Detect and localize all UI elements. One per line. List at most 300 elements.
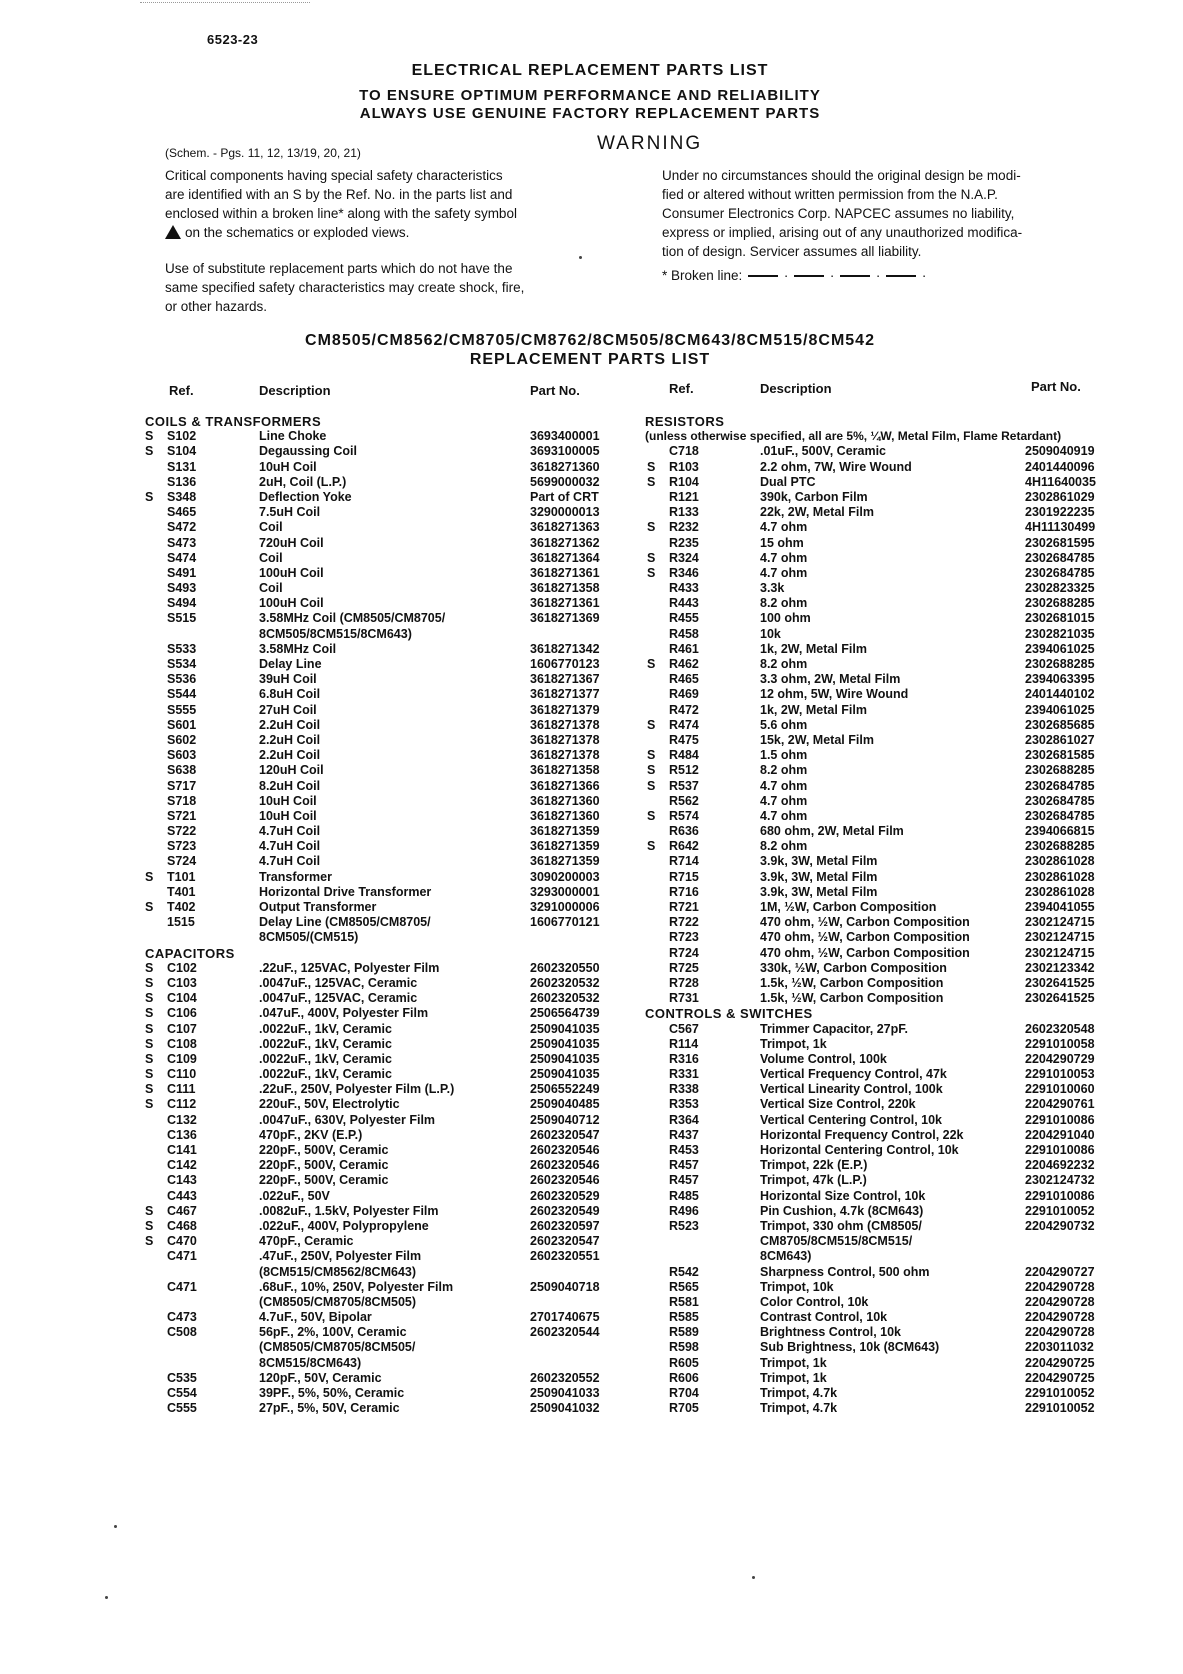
part-row xyxy=(645,900,1183,915)
part-ref: R121 xyxy=(669,489,699,504)
part-row xyxy=(145,1310,665,1325)
safety-mark: S xyxy=(145,1097,154,1112)
part-number: 2302688285 xyxy=(1025,596,1095,611)
part-description: 4.7 ohm xyxy=(760,520,808,535)
part-description: .0022uF., 1kV, Ceramic xyxy=(259,1067,392,1082)
part-number: 3618271360 xyxy=(530,793,600,808)
part-number: 2602320597 xyxy=(530,1218,600,1233)
part-description: .0047uF., 125VAC, Ceramic xyxy=(259,991,418,1006)
column-header-partno-right: Part No. xyxy=(1031,379,1081,394)
part-number: 3618271360 xyxy=(530,808,600,823)
part-number: 2302861029 xyxy=(1025,489,1095,504)
part-number: 2302681585 xyxy=(1025,748,1095,763)
part-description: 1.5 ohm xyxy=(760,748,808,763)
part-row xyxy=(145,1158,665,1173)
safety-mark: S xyxy=(145,1203,154,1218)
part-ref: S493 xyxy=(167,581,197,596)
part-description: Horizontal Size Control, 10k xyxy=(760,1188,926,1203)
part-row xyxy=(645,627,1183,642)
part-row xyxy=(645,1340,1183,1355)
part-number: 2509041035 xyxy=(530,1051,600,1066)
part-number: 3693100005 xyxy=(530,444,600,459)
part-row xyxy=(645,794,1183,809)
part-ref: S104 xyxy=(167,444,197,459)
part-description: 3.9k, 3W, Metal Film xyxy=(760,854,878,869)
part-description: 100 ohm xyxy=(760,611,811,626)
part-row xyxy=(145,611,665,626)
part-description: 4.7uH Coil xyxy=(259,854,321,869)
part-row xyxy=(145,854,665,869)
part-ref: S136 xyxy=(167,474,197,489)
part-number: 3618271363 xyxy=(530,520,600,535)
part-ref: R721 xyxy=(669,900,699,914)
warning-heading: WARNING xyxy=(597,133,703,154)
part-description: 4.7 ohm xyxy=(760,550,808,565)
part-row xyxy=(145,1386,665,1401)
part-row xyxy=(645,596,1183,611)
safety-notice-last-text: on the schematics or exploded views. xyxy=(185,225,410,240)
part-ref: R324 xyxy=(669,550,699,565)
part-description: Vertical Centering Control, 10k xyxy=(760,1112,942,1127)
part-row xyxy=(645,839,1183,854)
part-row xyxy=(145,1128,665,1143)
part-number: 2302823325 xyxy=(1025,581,1095,596)
part-number: 3618271378 xyxy=(530,717,600,732)
part-number: 2302861028 xyxy=(1025,854,1095,869)
part-description: 2.2uH Coil xyxy=(259,748,321,763)
part-ref: R104 xyxy=(669,474,699,489)
part-number: 2302821035 xyxy=(1025,626,1095,641)
part-number: 2302681015 xyxy=(1025,611,1095,626)
safety-mark: S xyxy=(647,520,656,535)
safety-mark: S xyxy=(145,900,154,914)
part-number: 2602320552 xyxy=(530,1370,600,1385)
part-ref: R461 xyxy=(669,641,699,656)
part-row xyxy=(645,520,1183,535)
part-description: Vertical Frequency Control, 47k xyxy=(760,1067,947,1082)
part-ref: C112 xyxy=(167,1097,197,1112)
part-row xyxy=(145,536,665,551)
part-ref: R715 xyxy=(669,869,699,884)
part-row xyxy=(645,1265,1183,1280)
part-description: Trimpot, 4.7k xyxy=(760,1401,838,1416)
part-row xyxy=(145,991,665,1006)
part-ref: R103 xyxy=(669,459,699,474)
part-row xyxy=(645,703,1183,718)
part-description: 470 ohm, ½W, Carbon Composition xyxy=(760,945,970,960)
part-row xyxy=(645,748,1183,763)
part-row xyxy=(145,672,665,687)
part-row xyxy=(645,536,1183,551)
part-row xyxy=(145,642,665,657)
part-ref: S465 xyxy=(167,505,197,520)
part-ref: C468 xyxy=(167,1218,197,1233)
part-row xyxy=(645,1097,1183,1112)
part-ref: R353 xyxy=(669,1097,699,1112)
part-row xyxy=(645,1325,1183,1340)
part-number: 2291010052 xyxy=(1025,1401,1095,1416)
column-header-description-right: Description xyxy=(760,381,832,396)
part-row xyxy=(145,444,665,459)
part-number: 3618271367 xyxy=(530,672,600,687)
part-description: Pin Cushion, 4.7k (8CM643) xyxy=(760,1203,924,1218)
part-number: 2291010058 xyxy=(1025,1036,1095,1051)
part-number: 2204290728 xyxy=(1025,1325,1095,1340)
safety-notice-line: are identified with an S by the Ref. No. in the parts list and xyxy=(165,187,513,202)
part-row xyxy=(145,566,665,581)
part-ref: S721 xyxy=(167,808,197,823)
part-row xyxy=(645,1158,1183,1173)
safety-mark: S xyxy=(647,778,656,793)
part-row xyxy=(645,1249,1183,1264)
part-number: 2602320532 xyxy=(530,975,600,990)
part-row xyxy=(145,1265,665,1280)
part-row xyxy=(645,687,1183,702)
scan-speck xyxy=(579,256,582,259)
part-description: 8.2 ohm xyxy=(760,763,808,778)
part-number: 2302641525 xyxy=(1025,991,1095,1006)
safety-notice-line: enclosed within a broken line* along with the safety symbol xyxy=(165,206,517,221)
part-description: .022uF., 400V, Polypropylene xyxy=(259,1218,429,1233)
part-description: Trimpot, 22k (E.P.) xyxy=(760,1158,868,1173)
part-description: .0022uF., 1kV, Ceramic xyxy=(259,1021,392,1036)
part-description: (CM8505/CM8705/8CM505) xyxy=(259,1294,417,1309)
scan-speck xyxy=(114,1525,117,1528)
part-row xyxy=(145,824,665,839)
model-list: CM8505/CM8562/CM8705/CM8762/8CM505/8CM643/8CM515/8CM542 xyxy=(305,332,875,349)
part-number: 2394063395 xyxy=(1025,672,1095,687)
part-description: 3.9k, 3W, Metal Film xyxy=(760,884,878,899)
part-ref: R316 xyxy=(669,1051,699,1066)
broken-line-segment xyxy=(794,275,824,277)
part-row xyxy=(645,1189,1183,1204)
broken-line-segment xyxy=(748,275,778,277)
part-number: 3618271359 xyxy=(530,839,600,854)
part-description: 390k, Carbon Film xyxy=(760,489,868,504)
part-row xyxy=(645,551,1183,566)
document-subtitle-1: TO ENSURE OPTIMUM PERFORMANCE AND RELIABILITY xyxy=(359,87,821,104)
part-number: 3618271378 xyxy=(530,748,600,763)
part-ref: R562 xyxy=(669,793,699,808)
substitute-line: Use of substitute replacement parts which do not have the xyxy=(165,261,513,276)
part-description: 680 ohm, 2W, Metal Film xyxy=(760,824,904,839)
part-ref: C104 xyxy=(167,991,197,1006)
part-row xyxy=(645,1371,1183,1386)
part-row xyxy=(145,870,665,885)
part-ref: C109 xyxy=(167,1051,197,1066)
part-row xyxy=(145,794,665,809)
safety-mark: S xyxy=(145,1006,154,1021)
part-ref: T401 xyxy=(167,884,196,899)
part-number: 2302685685 xyxy=(1025,717,1095,732)
part-ref: R484 xyxy=(669,748,699,763)
scan-speck xyxy=(752,1576,755,1579)
part-ref: R724 xyxy=(669,945,699,960)
part-row xyxy=(145,1234,665,1249)
part-description: Output Transformer xyxy=(259,900,377,914)
part-description: CM8705/8CM515/8CM515/ xyxy=(760,1234,913,1249)
part-ref: C718 xyxy=(669,444,699,459)
safety-mark: S xyxy=(647,474,656,489)
part-ref: R606 xyxy=(669,1370,699,1385)
part-row xyxy=(145,1371,665,1386)
part-description: 4.7uH Coil xyxy=(259,824,321,839)
part-number: 2509041033 xyxy=(530,1386,600,1400)
part-description: Color Control, 10k xyxy=(760,1294,869,1309)
part-row xyxy=(645,824,1183,839)
part-ref: S718 xyxy=(167,793,197,808)
part-row xyxy=(145,657,665,672)
part-row xyxy=(145,1356,665,1371)
part-row xyxy=(645,657,1183,672)
column-header-ref-left: Ref. xyxy=(169,383,194,398)
part-number: 3618271369 xyxy=(530,611,600,626)
part-number: 3090200003 xyxy=(530,869,600,884)
part-description: 4.7 ohm xyxy=(760,793,808,808)
part-ref: R469 xyxy=(669,687,699,702)
part-description: Trimpot, 4.7k xyxy=(760,1386,838,1400)
part-row xyxy=(645,1280,1183,1295)
part-ref: R537 xyxy=(669,778,699,793)
safety-mark: S xyxy=(647,459,656,474)
part-ref: R437 xyxy=(669,1127,699,1142)
part-description: 8CM505/8CM515/8CM643) xyxy=(259,626,412,641)
part-number: 3293000001 xyxy=(530,884,600,899)
part-number: 2204290728 xyxy=(1025,1279,1095,1294)
part-description: 8.2 ohm xyxy=(760,657,808,671)
part-ref: R133 xyxy=(669,505,699,520)
part-description: Trimpot, 330 ohm (CM8505/ xyxy=(760,1218,922,1233)
part-number: 2602320546 xyxy=(530,1173,600,1188)
safety-mark: S xyxy=(145,1051,154,1066)
part-ref: R346 xyxy=(669,565,699,580)
part-row xyxy=(645,779,1183,794)
part-row xyxy=(145,976,665,991)
part-row xyxy=(645,1386,1183,1401)
part-row xyxy=(645,581,1183,596)
part-ref: R581 xyxy=(669,1294,699,1309)
part-row xyxy=(645,1295,1183,1310)
part-number: 2602320546 xyxy=(530,1143,600,1157)
part-ref: R728 xyxy=(669,975,699,990)
part-row xyxy=(145,551,665,566)
part-row xyxy=(645,672,1183,687)
safety-mark: S xyxy=(145,429,154,444)
part-row xyxy=(645,1204,1183,1219)
part-number: 4H11640035 xyxy=(1025,474,1096,489)
part-row xyxy=(645,1173,1183,1188)
part-ref: C508 xyxy=(167,1325,197,1340)
part-row xyxy=(645,1052,1183,1067)
document-title: ELECTRICAL REPLACEMENT PARTS LIST xyxy=(411,62,769,79)
part-description: .047uF., 400V, Polyester Film xyxy=(259,1006,429,1021)
section-title: RESISTORS xyxy=(645,414,725,429)
part-ref: C108 xyxy=(167,1036,197,1051)
part-row xyxy=(145,779,665,794)
part-ref: C110 xyxy=(167,1067,197,1082)
part-number: 2302688285 xyxy=(1025,657,1095,671)
part-description: 3.3 ohm, 2W, Metal Film xyxy=(760,672,901,687)
safety-mark: S xyxy=(145,1218,154,1233)
safety-mark: S xyxy=(647,839,656,854)
part-number: 3618271377 xyxy=(530,687,600,702)
part-description: 1k, 2W, Metal Film xyxy=(760,702,867,717)
safety-warning-icon xyxy=(165,225,181,239)
part-row xyxy=(145,1340,665,1355)
part-ref: S722 xyxy=(167,824,197,839)
part-ref: R455 xyxy=(669,611,699,626)
part-number: 2291010086 xyxy=(1025,1188,1095,1203)
part-number: 2204290725 xyxy=(1025,1370,1095,1385)
part-ref: S515 xyxy=(167,611,197,626)
part-ref: 1515 xyxy=(167,915,195,930)
part-ref: S717 xyxy=(167,778,197,793)
part-row xyxy=(145,1204,665,1219)
part-ref: T101 xyxy=(167,869,196,884)
part-ref: S472 xyxy=(167,520,197,535)
part-ref: R574 xyxy=(669,808,699,823)
part-ref: R636 xyxy=(669,824,699,839)
part-number: 2291010060 xyxy=(1025,1082,1095,1097)
safety-mark: S xyxy=(145,1234,154,1249)
part-number: 3618271364 xyxy=(530,550,600,565)
part-description: 3.58MHz Coil xyxy=(259,641,337,656)
liability-line: express or implied, arising out of any unauthorized modifica- xyxy=(662,225,1023,240)
part-ref: C103 xyxy=(167,975,197,990)
part-row xyxy=(145,763,665,778)
part-row xyxy=(145,1189,665,1204)
safety-mark: S xyxy=(145,1067,154,1082)
part-description: 22k, 2W, Metal Film xyxy=(760,505,874,520)
part-ref: C141 xyxy=(167,1143,197,1157)
part-row xyxy=(145,703,665,718)
part-row xyxy=(145,490,665,505)
part-ref: S723 xyxy=(167,839,197,854)
column-header-ref-right: Ref. xyxy=(669,381,694,396)
part-ref: R433 xyxy=(669,581,699,596)
part-row xyxy=(645,733,1183,748)
part-description: 27uH Coil xyxy=(259,702,317,717)
part-ref: S131 xyxy=(167,459,197,474)
part-ref: R232 xyxy=(669,520,699,535)
part-description: .0047uF., 125VAC, Ceramic xyxy=(259,975,418,990)
part-row xyxy=(145,930,665,945)
part-row xyxy=(645,961,1183,976)
substitute-line: same specified safety characteristics may create shock, fire, xyxy=(165,280,525,295)
part-description: 4.7 ohm xyxy=(760,565,808,580)
part-description: Coil xyxy=(259,550,283,565)
part-row xyxy=(145,718,665,733)
part-description: 2.2uH Coil xyxy=(259,717,321,732)
part-number: 2302861028 xyxy=(1025,884,1095,899)
part-row xyxy=(645,809,1183,824)
part-row xyxy=(645,1022,1183,1037)
part-description: 120pF., 50V, Ceramic xyxy=(259,1370,382,1385)
part-description: Deflection Yoke xyxy=(259,489,352,504)
part-ref: R523 xyxy=(669,1218,699,1233)
part-row xyxy=(145,748,665,763)
part-description: 470 ohm, ½W, Carbon Composition xyxy=(760,930,970,945)
page-number: 6523-23 xyxy=(207,32,259,47)
part-number: 2509041035 xyxy=(530,1021,600,1036)
part-ref: S534 xyxy=(167,657,197,671)
part-ref: S102 xyxy=(167,429,197,444)
part-ref: S473 xyxy=(167,535,197,550)
parts-column-left xyxy=(145,414,665,1416)
part-ref: R704 xyxy=(669,1386,699,1400)
part-number: 2394041055 xyxy=(1025,900,1095,914)
safety-mark: S xyxy=(145,1036,154,1051)
part-ref: C535 xyxy=(167,1370,197,1385)
part-number: 2509041032 xyxy=(530,1401,600,1416)
part-description: Delay Line (CM8505/CM8705/ xyxy=(259,915,431,930)
part-row xyxy=(645,946,1183,961)
liability-paragraph xyxy=(662,166,1162,261)
part-row xyxy=(645,1113,1183,1128)
part-ref: R585 xyxy=(669,1310,699,1325)
part-number: 3618271378 xyxy=(530,732,600,747)
part-ref: R731 xyxy=(669,991,699,1006)
substitute-line: or other hazards. xyxy=(165,299,268,314)
part-row xyxy=(645,444,1183,459)
column-header-description-left: Description xyxy=(259,383,331,398)
part-description: Degaussing Coil xyxy=(259,444,357,459)
document-subtitle-2: ALWAYS USE GENUINE FACTORY REPLACEMENT PARTS xyxy=(359,105,821,122)
part-number: 2394066815 xyxy=(1025,824,1095,839)
part-description: 12 ohm, 5W, Wire Wound xyxy=(760,687,909,702)
part-ref: R714 xyxy=(669,854,699,869)
part-number: 2302124715 xyxy=(1025,945,1095,960)
part-description: 3.58MHz Coil (CM8505/CM8705/ xyxy=(259,611,446,626)
part-ref: C473 xyxy=(167,1310,197,1325)
part-row xyxy=(645,1356,1183,1371)
part-number: 2602320548 xyxy=(1025,1021,1095,1036)
part-number: 3618271358 xyxy=(530,763,600,778)
part-ref: R605 xyxy=(669,1355,699,1370)
part-number: 2204290728 xyxy=(1025,1294,1095,1309)
part-row xyxy=(145,809,665,824)
part-ref: R462 xyxy=(669,657,699,671)
part-number: 3618271359 xyxy=(530,824,600,839)
part-number: 3693400001 xyxy=(530,429,600,444)
part-description: Dual PTC xyxy=(760,474,816,489)
part-description: 3.3k xyxy=(760,581,785,596)
part-number: 2701740675 xyxy=(530,1310,600,1325)
part-description: 2.2 ohm, 7W, Wire Wound xyxy=(760,459,912,474)
part-row xyxy=(645,490,1183,505)
part-description: .0022uF., 1kV, Ceramic xyxy=(259,1051,392,1066)
part-ref: S491 xyxy=(167,565,197,580)
part-description: .0047uF., 630V, Polyester Film xyxy=(259,1112,436,1127)
safety-mark: S xyxy=(145,1021,154,1036)
part-row xyxy=(145,1295,665,1310)
part-row xyxy=(145,460,665,475)
part-ref: C136 xyxy=(167,1127,197,1142)
part-row xyxy=(145,915,665,930)
part-row xyxy=(645,930,1183,945)
part-ref: C554 xyxy=(167,1386,197,1400)
part-number: 2291010086 xyxy=(1025,1112,1095,1127)
part-description: 8CM643) xyxy=(760,1249,812,1264)
part-ref: C142 xyxy=(167,1158,197,1173)
part-description: 1k, 2W, Metal Film xyxy=(760,641,867,656)
part-ref: C555 xyxy=(167,1401,197,1416)
part-ref: R475 xyxy=(669,732,699,747)
part-row xyxy=(145,475,665,490)
part-description: .0082uF., 1.5kV, Polyester Film xyxy=(259,1203,439,1218)
part-ref: R542 xyxy=(669,1264,699,1279)
part-number: 2401440096 xyxy=(1025,459,1095,474)
